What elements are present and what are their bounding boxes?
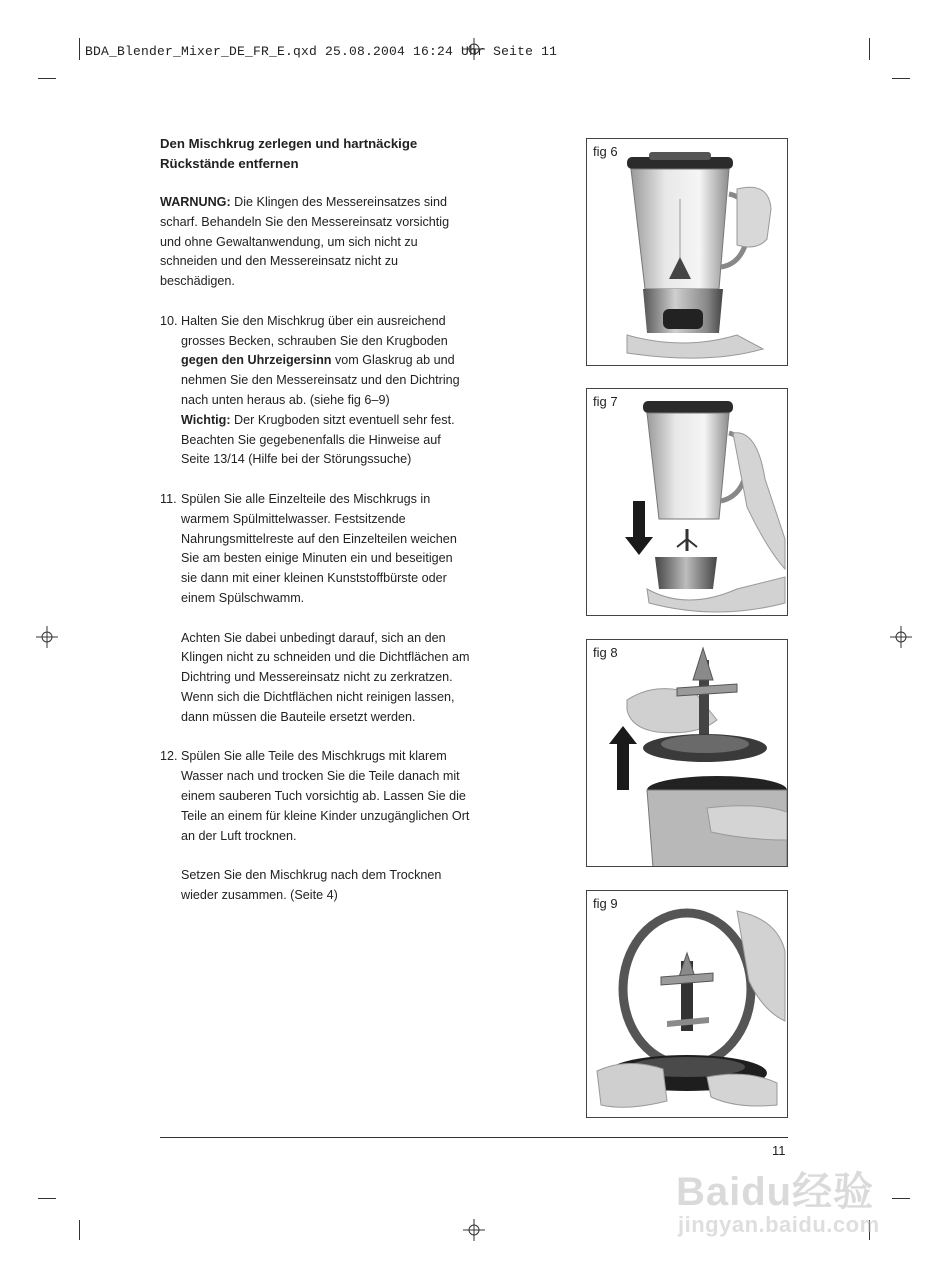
warning-label: WARNUNG: xyxy=(160,195,231,209)
step-text-part: vom Glaskrug ab und nehmen Sie den Messereinsatz und den Dichtring nach unten heraus ab. (siehe fig 6–9) xyxy=(181,353,460,407)
crop-mark-bottom-left-h xyxy=(38,1198,56,1199)
figure-7 xyxy=(586,388,788,616)
watermark-brand: Baidu经验 xyxy=(676,1170,875,1214)
warning-text: Die Klingen des Messereinsatzes sind scharf. Behandeln Sie den Messereinsatz vorsichtig und ohne Gewaltanwendung, um sich nicht zu schneiden und den Messereinsatz nicht zu beschädigen. xyxy=(160,195,450,289)
step-number: 11. xyxy=(160,491,177,506)
figure-8 xyxy=(586,639,788,867)
figure-9 xyxy=(586,890,788,1118)
step-number: 12. xyxy=(160,749,178,764)
figure-label: fig 7 xyxy=(593,394,618,409)
step-text: Spülen Sie alle Einzelteile des Mischkrugs in warmem Spülmittelwasser. Festsitzende Nahrungsmittelreste auf den Einzelteilen weichen Sie am besten einige Minuten ein und beseitigen sie dann mit einer kleinen Kunststoffbürste oder einem Spülschwamm. xyxy=(181,491,457,605)
registration-mark-bottom xyxy=(463,1219,485,1241)
crop-mark-top-left-v xyxy=(79,38,80,60)
watermark-url: jingyan.baidu.com xyxy=(678,1212,880,1237)
step-note: Achten Sie dabei unbedingt darauf, sich an den Klingen nicht zu schneiden und die Dichtflächen am Dichtring und Messereinsatz nicht zu zerkratzen. Wenn sich die Dichtflächen nicht reinigen lassen, dann müssen die Bauteile ersetzt werden. xyxy=(181,630,470,724)
important-text: Der Krugboden sitzt eventuell sehr fest. Beachten Sie gegebenenfalls die Hinweise auf Seite 13/14 (Hilfe bei der Störungssuche) xyxy=(181,412,455,467)
blender-held-illustration xyxy=(587,139,788,366)
important-label: Wichtig: xyxy=(181,412,231,427)
instructions-column xyxy=(160,134,470,925)
crop-mark-bottom-left-v xyxy=(79,1220,80,1240)
step-text xyxy=(181,312,470,470)
crop-mark-top-right-h xyxy=(892,78,910,79)
step-bold-text: gegen den Uhrzeigersinn xyxy=(181,353,332,368)
crop-mark-top-left-h xyxy=(38,78,56,79)
section-heading-line-1: Den Mischkrug zerlegen und hartnäckige xyxy=(160,136,418,151)
registration-mark-top xyxy=(463,38,485,60)
seal-ring-illustration xyxy=(587,891,788,1118)
crop-mark-top-right-v xyxy=(869,38,870,60)
step-text-part: Halten Sie den Mischkrug über ein ausreichend grosses Becken, schrauben Sie den Krugboden xyxy=(181,313,448,348)
step-note: Setzen Sie den Mischkrug nach dem Trocknen wieder zusammen. (Seite 4) xyxy=(181,868,442,902)
step-10 xyxy=(160,312,470,470)
step-number: 10. xyxy=(160,313,178,328)
blade-removal-illustration xyxy=(587,640,788,867)
page-number: 11 xyxy=(772,1143,786,1158)
footer-rule xyxy=(160,1137,788,1138)
step-12 xyxy=(160,747,470,905)
step-text: Spülen Sie alle Teile des Mischkrugs mit klarem Wasser nach und trocken Sie die Teile danach mit einem sauberen Tuch vorsichtig ab. Lassen Sie die Teile an einem für kleine Kinder unzugänglichen Ort an der Luft trocknen. xyxy=(181,749,470,843)
warning-paragraph xyxy=(160,193,470,292)
registration-mark-right xyxy=(890,626,912,648)
figure-label: fig 8 xyxy=(593,645,618,660)
section-heading xyxy=(160,134,470,174)
figure-label: fig 9 xyxy=(593,896,618,911)
watermark xyxy=(672,1160,902,1250)
slug-line: BDA_Blender_Mixer_DE_FR_E.qxd 25.08.2004 16:24 Uhr Seite 11 xyxy=(85,44,558,59)
section-heading-line-2: Rückstände entfernen xyxy=(160,156,299,171)
step-11 xyxy=(160,490,470,728)
figure-6 xyxy=(586,138,788,366)
jar-removal-illustration xyxy=(587,389,788,616)
registration-mark-left xyxy=(36,626,58,648)
figure-label: fig 6 xyxy=(593,144,618,159)
